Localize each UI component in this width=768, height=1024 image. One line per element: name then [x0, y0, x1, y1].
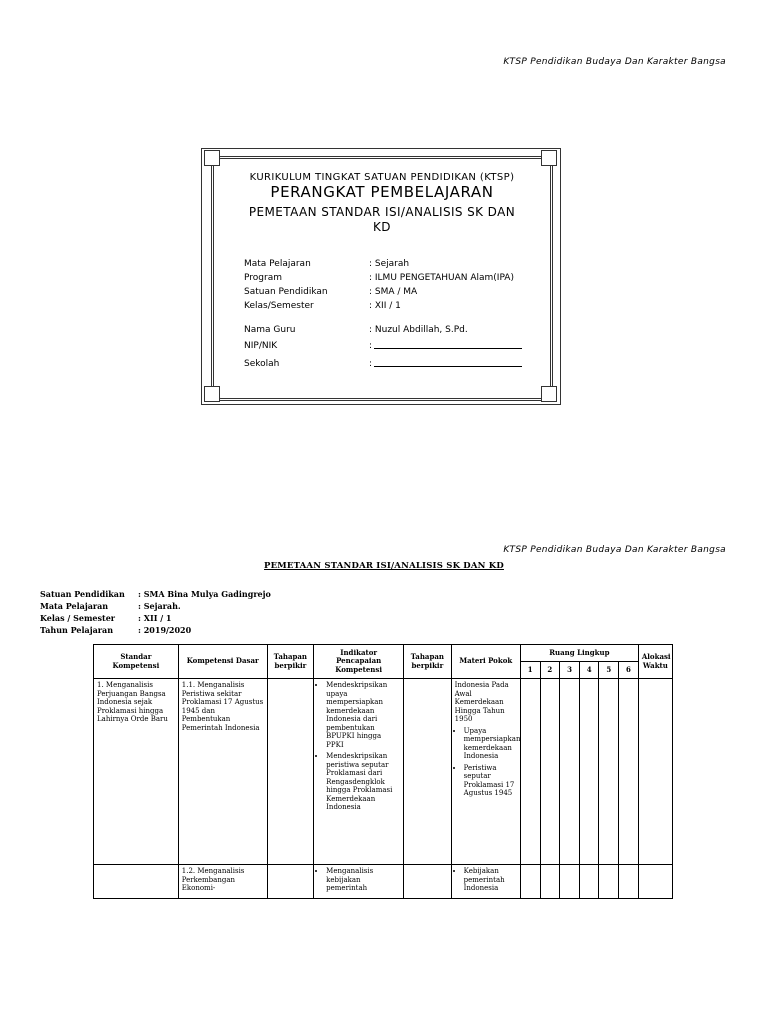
- cell-indikator: [314, 865, 404, 899]
- document-meta: [40, 588, 271, 636]
- indikator-item: • Mendeskripsikan peristiwa seputar Proklamasi dari Rengasdengklok hingga Proklamasi Kemerdekaan Indonesia: [326, 752, 400, 812]
- meta-row: [40, 612, 271, 624]
- cell-ruang: [520, 865, 540, 899]
- cover-row-value: : SMA / MA: [369, 287, 418, 297]
- header-ruang-col: 4: [579, 662, 599, 679]
- header-ruang-col: 6: [619, 662, 639, 679]
- cell-tahapan: [267, 865, 314, 899]
- meta-row: [40, 588, 271, 600]
- header-ruang-col: 5: [599, 662, 619, 679]
- header-sk: Standar Kompetensi: [94, 645, 179, 679]
- cover-row-value: : Sejarah: [369, 259, 410, 269]
- meta-label: Kelas / Semester: [40, 613, 116, 623]
- cover-row: [244, 339, 522, 353]
- meta-value: : XII / 1: [138, 613, 172, 623]
- header-indikator: Indikator Pencapaian Kompetensi: [314, 645, 404, 679]
- frame-corner-ornament: [204, 150, 220, 166]
- cell-tahapan: [404, 865, 452, 899]
- cover-title-big: PERANGKAT PEMBELAJARAN: [270, 183, 494, 201]
- header-materi: Materi Pokok: [451, 645, 520, 679]
- header-tahapan: Tahapan berpikir: [267, 645, 314, 679]
- meta-label: Mata Pelajaran: [40, 601, 109, 611]
- cell-materi: [451, 865, 520, 899]
- cell-ruang: [579, 865, 599, 899]
- header-alokasi: Alokasi Waktu: [638, 645, 672, 679]
- cell-ruang: [619, 865, 639, 899]
- cell-kd: 1.2. Menganalisis Perkembangan Ekonomi-: [178, 865, 267, 899]
- meta-label: Satuan Pendidikan: [40, 589, 125, 599]
- cell-ruang: [560, 679, 580, 865]
- cover-row-value: : XII / 1: [369, 301, 401, 311]
- frame-corner-ornament: [541, 386, 557, 402]
- materi-item: • Kebijakan pemerintah Indonesia: [464, 867, 517, 893]
- cell-tahapan: [404, 679, 452, 865]
- cover-row: [244, 285, 522, 299]
- cover-row-label: NIP/NIK: [244, 341, 278, 351]
- meta-label: Tahun Pelajaran: [40, 625, 114, 635]
- blank-line: [374, 357, 522, 367]
- cover-row: [244, 271, 522, 285]
- frame-corner-ornament: [541, 150, 557, 166]
- header-kd: Kompetensi Dasar: [178, 645, 267, 679]
- materi-intro: Indonesia Pada Awal Kemerdekaan Hingga Tahun 1950: [454, 681, 509, 723]
- cover-row-label: Program: [244, 273, 282, 283]
- header-ruang-col: 2: [540, 662, 560, 679]
- indikator-item: • Menganalisis kebijakan pemerintah: [326, 867, 400, 893]
- header-tahapan: Tahapan berpikir: [404, 645, 452, 679]
- cell-ruang: [540, 865, 560, 899]
- cover-row-value: : ILMU PENGETAHUAN Alam(IPA): [369, 273, 514, 283]
- cell-ruang: [579, 679, 599, 865]
- cover-row: [244, 257, 522, 271]
- cell-kd: 1.1. Menganalisis Peristiwa sekitar Proklamasi 17 Agustus 1945 dan Pembentukan Pemerintah Indonesia: [178, 679, 267, 865]
- table-header-row: [94, 645, 673, 662]
- cover-row-value: :: [369, 341, 373, 351]
- cover-row-label: Nama Guru: [244, 325, 296, 335]
- cell-ruang: [540, 679, 560, 865]
- document-title: [0, 561, 768, 571]
- document-title-text: PEMETAAN STANDAR ISI/ANALISIS SK DAN KD: [264, 561, 504, 571]
- cover-row-value: :: [369, 359, 373, 369]
- meta-value: : 2019/2020: [138, 625, 192, 635]
- cell-alokasi: [638, 865, 672, 899]
- meta-value: : SMA Bina Mulya Gadingrejo: [138, 589, 271, 599]
- cover-row-value: : Nuzul Abdillah, S.Pd.: [369, 325, 468, 335]
- indikator-item: • Mendeskripsikan upaya mempersiapkan kemerdekaan Indonesia dari pembentukan BPUPKI hingga PPKI: [326, 681, 400, 749]
- header-ruang-col: 3: [560, 662, 580, 679]
- cover-row-label: Mata Pelajaran: [244, 259, 311, 269]
- cell-ruang: [599, 865, 619, 899]
- blank-line: [374, 339, 522, 349]
- cover-row-label: Satuan Pendidikan: [244, 287, 328, 297]
- cell-sk: [94, 865, 179, 899]
- header-ruang-col: 1: [520, 662, 540, 679]
- cover-row: [244, 323, 522, 337]
- cell-indikator: [314, 679, 404, 865]
- cover-row: [244, 357, 522, 371]
- cell-sk: 1. Menganalisis Perjuangan Bangsa Indonesia sejak Proklamasi hingga Lahirnya Orde Baru: [94, 679, 179, 865]
- cover-info-rows: [244, 257, 522, 371]
- header-ruang-lingkup: Ruang Lingkup: [520, 645, 638, 662]
- page-header-text: KTSP Pendidikan Budaya Dan Karakter Bangsa: [503, 545, 726, 555]
- cell-ruang: [599, 679, 619, 865]
- cover-row: [244, 299, 522, 313]
- table-row: [94, 865, 673, 899]
- page-header-text: KTSP Pendidikan Budaya Dan Karakter Bangsa: [503, 57, 726, 67]
- meta-row: [40, 600, 271, 612]
- mapping-table: [93, 644, 673, 899]
- cell-ruang: [520, 679, 540, 865]
- cell-tahapan: [267, 679, 314, 865]
- cover-row-label: Sekolah: [244, 359, 280, 369]
- materi-item: • Peristiwa seputar Proklamasi 17 Agustus 1945: [464, 764, 517, 798]
- materi-item: • Upaya mempersiapkan kemerdekaan Indonesia: [464, 727, 517, 761]
- meta-value: : Sejarah.: [138, 601, 181, 611]
- cover-title-small: KURIKULUM TINGKAT SATUAN PENDIDIKAN (KTSP): [249, 172, 515, 183]
- cover-content: [214, 172, 550, 369]
- frame-corner-ornament: [204, 386, 220, 402]
- cell-materi: [451, 679, 520, 865]
- cell-ruang: [619, 679, 639, 865]
- cell-ruang: [560, 865, 580, 899]
- meta-row: [40, 624, 271, 636]
- cover-subtitle: PEMETAAN STANDAR ISI/ANALISIS SK DAN KD: [248, 205, 516, 234]
- cover-row-label: Kelas/Semester: [244, 301, 314, 311]
- cell-alokasi: [638, 679, 672, 865]
- table-row: [94, 679, 673, 865]
